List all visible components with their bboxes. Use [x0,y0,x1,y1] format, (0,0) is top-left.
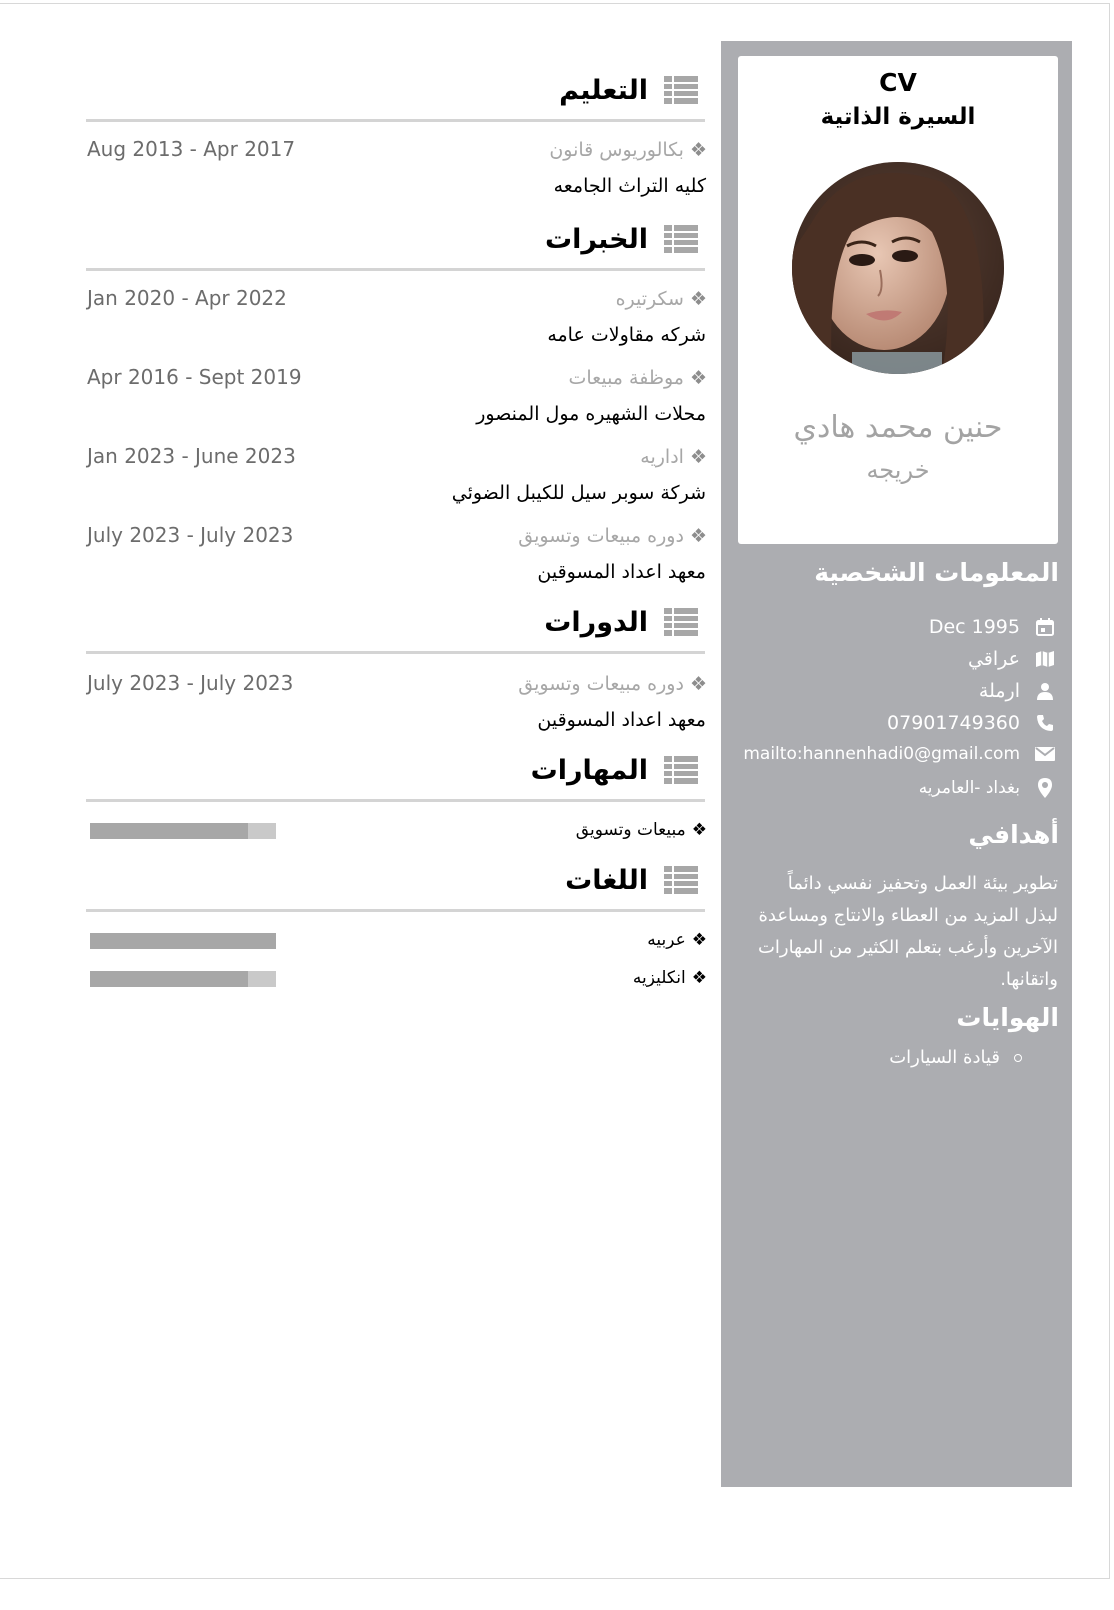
skill-level-bar [90,823,276,839]
list-icon [664,866,698,894]
level-fill [90,933,276,949]
divider [86,799,705,802]
level-fill [90,823,248,839]
nationality: عراقي [967,648,1020,670]
experience-date: Apr 2016 - Sept 2019 [87,365,302,389]
address: بغداد -العامريه [918,778,1020,798]
cv-subtitle: السيرة الذاتية [820,104,976,130]
marital-status: ارملة [978,680,1020,702]
experience-section-header [545,219,698,259]
experience-company: شركه مقاولات عامه [547,324,706,346]
cv-title: CV [879,68,917,97]
personal-info-heading: المعلومات الشخصية [814,558,1059,587]
courses-heading: الدورات [544,606,648,638]
phone-row [887,710,1058,736]
email-address[interactable]: mailto:hannenhadi0@gmail.com [743,744,1020,764]
divider [86,119,705,122]
experience-title: ❖اداريه [640,446,707,468]
divider [86,268,705,271]
email-icon [1032,741,1058,767]
language-label: ❖انكليزيه [632,968,707,988]
full-name: حنين محمد هادي [793,410,1003,445]
experience-company: شركة سوبر سيل للكيبل الضوئي [451,482,706,504]
nationality-row [968,646,1058,672]
job-title: خريجه [866,456,930,484]
courses-section-header [544,602,698,642]
language-level-bar [90,933,276,949]
email-row [743,741,1058,767]
birth-date: Dec 1995 [928,616,1020,638]
education-institution: كليه التراث الجامعه [553,175,706,197]
languages-section-header [565,860,698,900]
list-icon [664,608,698,636]
divider [86,909,705,912]
circle-bullet-icon [1014,1054,1022,1062]
language-level-bar [90,971,276,987]
address-row [919,775,1058,801]
map-icon [1032,646,1058,672]
goals-heading: أهدافي [968,820,1059,849]
skills-section-header [531,750,698,790]
calendar-icon [1032,614,1058,640]
experience-title: ❖دوره مبيعات وتسويق [518,525,707,547]
level-fill [90,971,248,987]
experience-title: ❖سكرتيره [615,288,707,310]
status-row [979,678,1058,704]
birth-row [929,614,1058,640]
hobbies-heading: الهوايات [956,1003,1059,1032]
education-degree: ❖بكالوريوس قانون [549,139,707,161]
phone-number: 07901749360 [887,712,1020,734]
avatar [792,162,1004,374]
course-institution: معهد اعداد المسوقين [537,709,706,731]
language-label: ❖عربيه [647,930,707,950]
location-pin-icon [1032,775,1058,801]
education-section-header [559,70,698,110]
experience-company: معهد اعداد المسوقين [537,561,706,583]
divider [86,651,705,654]
experience-date: Jan 2023 - June 2023 [87,444,296,468]
education-heading: التعليم [559,74,648,106]
hobby-label: قيادة السيارات [889,1047,1000,1068]
list-icon [664,225,698,253]
skill-label: ❖مبيعات وتسويق [575,820,707,840]
skills-heading: المهارات [530,754,648,786]
person-icon [1032,678,1058,704]
experience-title: ❖موظفة مبيعات [568,367,707,389]
phone-icon [1032,710,1058,736]
profile-card [738,56,1058,544]
course-title: ❖دوره مبيعات وتسويق [518,673,707,695]
languages-heading: اللغات [565,864,648,896]
experience-date: July 2023 - July 2023 [87,523,294,547]
experience-date: Jan 2020 - Apr 2022 [87,286,287,310]
experience-heading: الخبرات [544,223,648,255]
list-icon [664,756,698,784]
experience-company: محلات الشهيره مول المنصور [476,403,706,425]
course-date: July 2023 - July 2023 [87,671,294,695]
list-icon [664,76,698,104]
goals-text: تطوير بيئة العمل وتحفيز نفسي دائماً لبذل المزيد من العطاء والانتاج ومساعدة الآخرين وأرغب بتعلم الكثير من المهارات واتقانها. [757,873,1058,990]
education-date: Aug 2013 - Apr 2017 [87,137,296,161]
hobby-item [889,1047,1022,1068]
